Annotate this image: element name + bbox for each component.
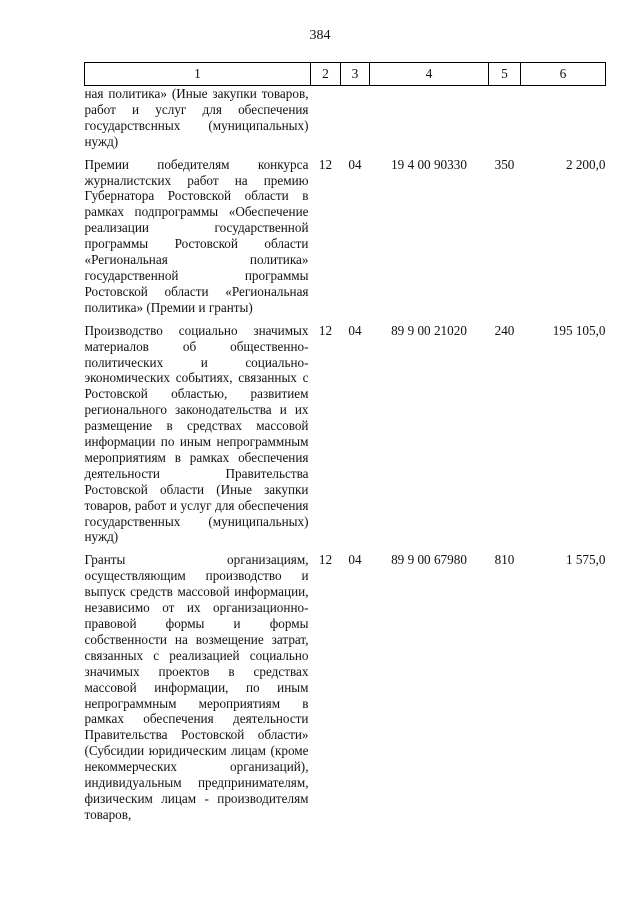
table-row [85,545,606,822]
row-expense-type: 240 [494,322,515,338]
row-target-code: 19 4 00 90330 [391,156,467,172]
table-row [85,150,606,316]
row-description: Производство социально значимых материалов об общественно-политических и социально-экономических событиях, связанных с Ростовской областью, развитием регионального законодательства и их размещение в средствах массовой информации по иным непрограммным мероприятиям в рамках обеспечения деятельности Правительства Ростовской области (Иные закупки товаров, работ и услуг для обеспечения государственных (муниципальных) нужд) [84,322,309,545]
row-section [311,86,341,150]
table-row [85,316,606,546]
row-amount [521,86,606,150]
row-subsection [341,86,370,150]
header-col-4: 4 [370,63,489,86]
header-col-5: 5 [489,63,521,86]
row-section: 12 [318,552,333,568]
row-description: ная политика» (Иные закупки товаров, работ и услуг для обеспечения государствснных (муниципальных) нужд) [84,86,309,149]
budget-table [84,62,606,823]
header-col-2: 2 [311,63,341,86]
row-target-code: 89 9 00 67980 [391,552,467,568]
row-description: Гранты организациям, осуществляющим производство и выпуск средств массовой информации, независимо от их организационно-правовой формы и формы собственности на возмещение затрат, связанных с реализацией социально значимых проектов в средствах массовой информации, по иным непрограммным мероприятиям в рамках обеспечения деятельности Правительства Ростовской области» (Субсидии юридическим лицам (кроме некоммерческих организаций), индивидуальным предпринимателям, физическим лицам - производителям товаров, [84,552,309,822]
page-number: 384 [309,28,331,43]
row-target-code [370,86,489,150]
header-col-3: 3 [341,63,370,86]
row-subsection: 04 [348,322,362,338]
table-header-row [85,63,606,86]
header-col-1: 1 [85,63,311,86]
row-expense-type: 810 [494,552,515,568]
row-description: Премии победителям конкурса журналистских работ на премию Губернатора Ростовской области в рамках подпрограммы «Обеспечение реализации государственной программы Ростовской области «Региональная политика» государственной программы Ростовской области «Региональная политика» (Премии и гранты) [84,156,309,315]
row-section: 12 [318,322,333,338]
row-section: 12 [318,156,333,172]
row-subsection: 04 [348,552,362,568]
table-row [85,86,606,150]
row-amount: 195 105,0 [552,322,606,338]
row-amount: 1 575,0 [565,552,606,568]
row-expense-type [489,86,521,150]
row-expense-type: 350 [494,156,515,172]
row-target-code: 89 9 00 21020 [391,322,467,338]
row-subsection: 04 [348,156,362,172]
row-amount: 2 200,0 [565,156,606,172]
header-col-6: 6 [521,63,606,86]
